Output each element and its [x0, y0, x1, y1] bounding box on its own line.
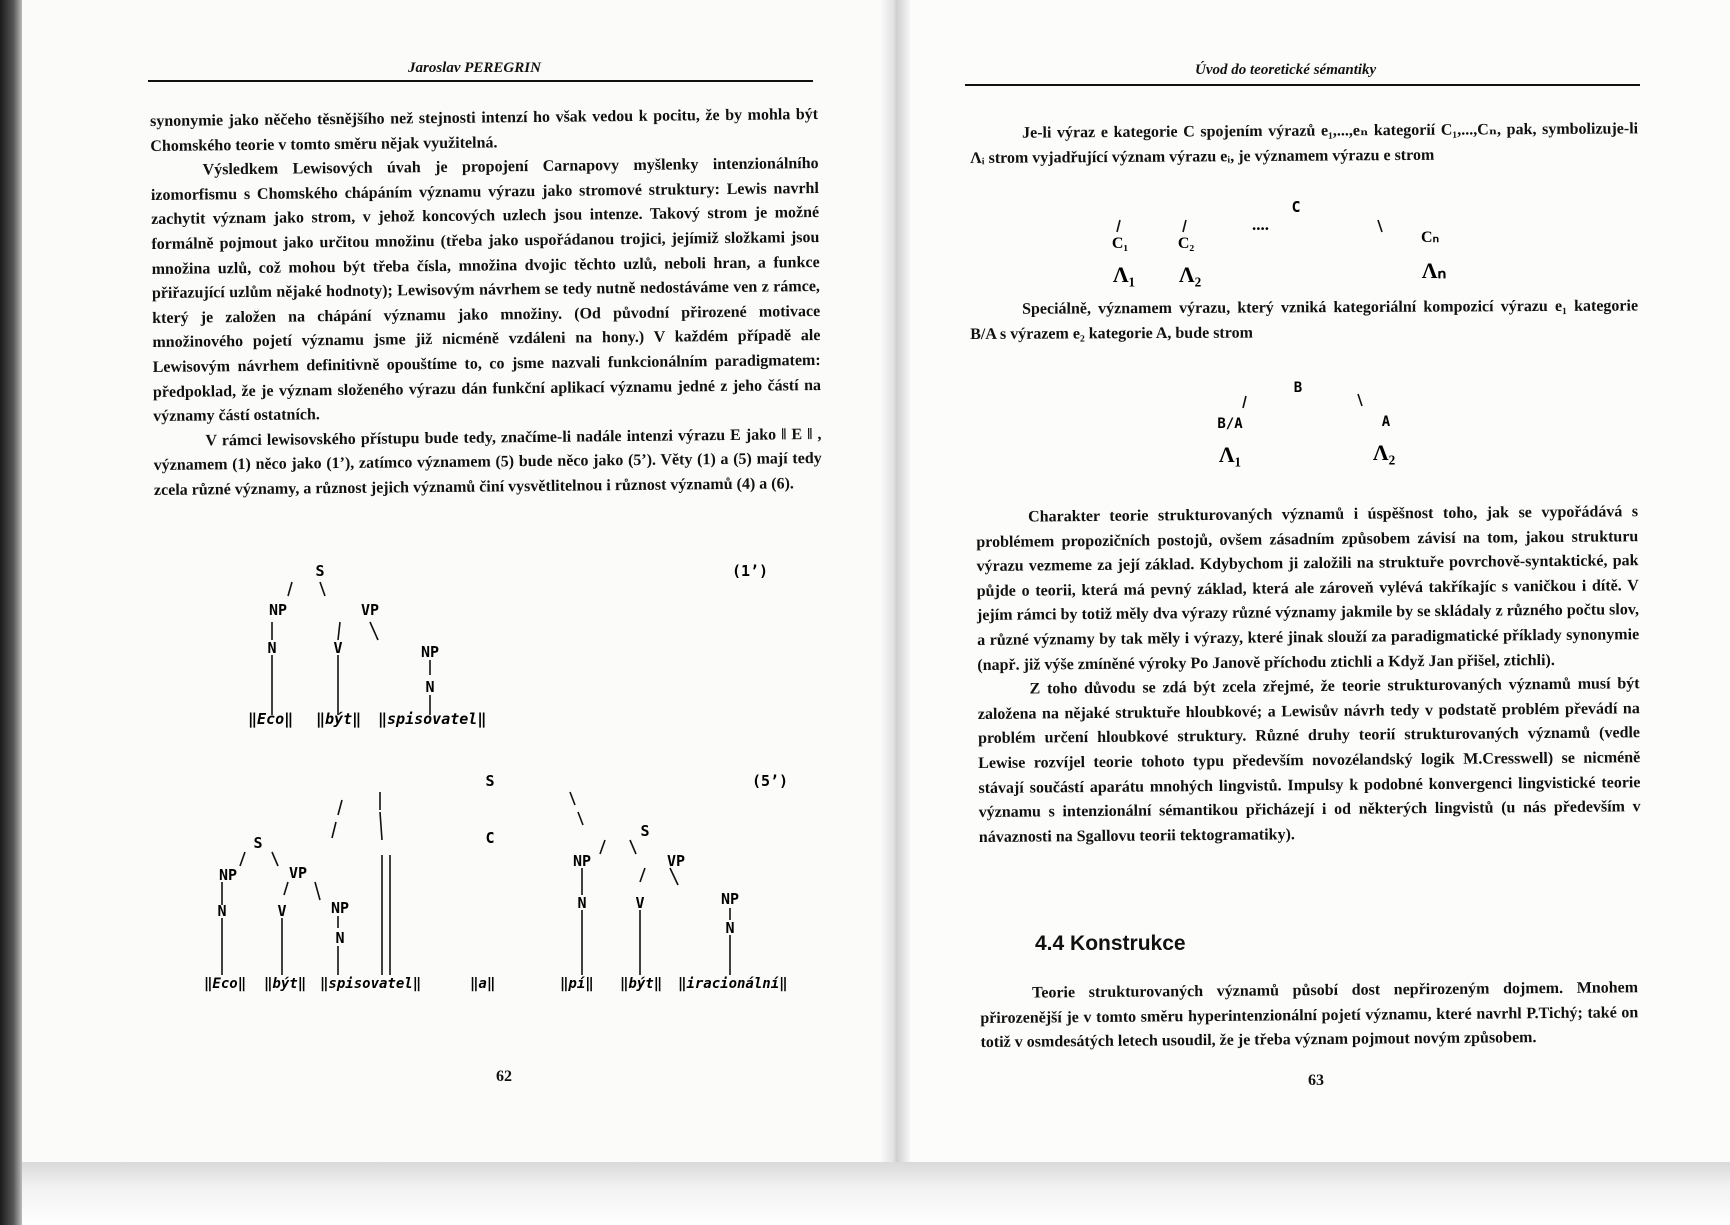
left-header-rule	[148, 80, 813, 82]
tree2-node: C	[485, 829, 495, 847]
scan-edge	[0, 0, 22, 1225]
right-text	[976, 500, 1641, 850]
tree2-node: N	[725, 919, 735, 937]
tree2-leaf: ‖spisovatel‖	[320, 976, 422, 992]
right-section-paragraph: Teorie strukturovaných významů působí dost nepřirozeným dojmem. Mnohem přirozenější je v tomto směru hyperintenzionální pojetí významu, které navrhl P.Tichý; také on totiž v osmdesátých letech usoudil, že je třeba význam pojmout novým způsobem.	[980, 979, 1639, 1052]
tree-b-lambda: Λ₁	[1218, 442, 1242, 467]
tree1-leaf: ‖Eco‖	[248, 710, 294, 728]
tree-general-lambda: Λₙ	[1421, 258, 1447, 283]
tree2-node: V	[635, 894, 645, 912]
tree2-node: N	[577, 894, 587, 912]
tree-b-root: B	[1293, 380, 1303, 396]
tree2-node: N	[335, 929, 345, 947]
left-running-head: Jaroslav PEREGRIN	[408, 60, 541, 76]
right-special: Speciálně, významem výrazu, který vzniká kategoriální kompozicí výrazu e₁ kategorie B/A s výrazem e₂ kategorie A, bude strom	[970, 297, 1639, 343]
tree-general-dots: ....	[1252, 215, 1269, 234]
tree2-leaf: ‖být‖	[620, 976, 663, 992]
tree2-leaf: ‖iracionální‖	[678, 976, 788, 992]
tree2-node: S	[485, 772, 495, 790]
tree2-node: VP	[666, 852, 686, 870]
tree2-node: NP	[572, 852, 592, 870]
left-paragraph-2: Výsledkem Lewisových úvah je propojení Carnapovy myšlenky intenzionálního izomorfismu s Chomského chápáním významu výrazu jako stromové struktury: Lewis navrhl zachytit význam jako strom, v jehož koncových uzlech jsou intenze. Takový strom je možné formálně pojmout jako určitou množinu (třeba jako uspořádanou trojici, jejímiž složkami jsou množina uzlů, což mohou být třeba čísla, množina dvojic těchto uzlů, neboli hran, a funkce přiřazující uzlům nějaké hodnoty); Lewisovým návrhem se tedy nutně nedostáváme ven z rámce, který je založen na chápání významu jako množiny. (Od původní přirozené motivace množinového pojetí významu jsme již nicméně vzdáleni na hony.) V každém případě ale Lewisovým návrhem definitivně opouštíme to, co jsme nazvali funkcionálním paradigmatem: předpoklad, že je význam složeného výrazu dán funkční aplikací významu jedné z jeho částí na významy částí ostatních.	[150, 155, 822, 426]
right-paragraph-2: Z toho důvodu se zdá být zcela zřejmé, že teorie strukturovaných významů musí být založena na nějaké struktuře hloubkové; a Lewisův návrh tedy v podstatě problém převádí na problém určení hloubkové struktury. Různé druhy teorií strukturovaných významů (vedle Lewise rozvíjel teorie tohoto typu především novozélandský logik M.Cresswell) se nicméně stávají součástí aparátu mnohých lingvistů. Impulsy k podobné konvergenci lingvistické teorie významu s intenzionální sémantikou přicházejí i od některých lingvistů (u nás především v návaznosti na Sgallovu teorii tektogramatiky).	[977, 675, 1641, 846]
tree2-node: N	[217, 902, 227, 920]
tree1-node: S	[315, 562, 325, 580]
tree1-label: (1’)	[731, 562, 769, 580]
tree-b-slash-a	[1200, 378, 1420, 473]
tree1-node: NP	[420, 643, 440, 661]
page-bottom-shadow	[22, 1162, 1730, 1225]
tree-general-lambda: Λ₁	[1112, 262, 1136, 287]
left-paragraph-1: synonymie jako něčeho těsnějšího než stejnosti intenzí ho však vedou k pocitu, že by mohla být Chomského teorie v tomto směru nějak využitelná.	[150, 106, 819, 155]
book-gutter	[880, 0, 910, 1162]
right-paragraph-1: Charakter teorie strukturovaných významů i úspěšnost toho, jak se vypořádává s problémem propozičních postojů, ovšem zásadním způsobem závisí na tom, jakou strukturu výrazu vezmeme za její základ. Kdybychom ji založili na struktuře povrchově-syntaktické, pak půjde o teorii, která má pevný základ, která ale zároveň vylévá takříkajíc s vaničkou i dítě. V jejím rámci by totiž měly dva výrazy různé významy jakmile by se skládaly z různého počtu slov, a různé významy by tak měly i výrazy, které jinak slouží za paradigmatické příklady synonymie (např. již výše zmíněné výroky Po Janově příchodu ztichli a Když Jan přišel, ztichli).	[976, 503, 1640, 674]
left-page-number: 62	[496, 1068, 512, 1085]
tree-b-child: A	[1381, 414, 1391, 430]
tree2-leaf: ‖Eco‖	[204, 976, 247, 992]
tree1-node: VP	[360, 601, 380, 619]
tree1-leaf: ‖spisovatel‖	[378, 710, 487, 728]
tree2-node: NP	[720, 890, 740, 908]
tree1-node: N	[267, 639, 277, 657]
tree1-node: NP	[268, 601, 288, 619]
tree-b-lambda: Λ₂	[1372, 440, 1396, 465]
left-text	[150, 103, 822, 503]
tree2-node: V	[277, 902, 287, 920]
right-header-rule	[965, 84, 1640, 86]
tree2-node: NP	[330, 899, 350, 917]
tree-general-child: Cₙ	[1421, 229, 1439, 246]
tree-general	[1100, 196, 1480, 296]
tree-general-child: C₂	[1177, 235, 1195, 252]
tree2-node: S	[253, 834, 263, 852]
tree2-node: VP	[288, 864, 308, 882]
tree-general-lambda: Λ₂	[1178, 262, 1202, 287]
tree-b-child: B/A	[1217, 416, 1243, 432]
right-intro: Je-li výraz e kategorie C spojením výrazů e₁,...,eₙ kategorií C₁,...,Cₙ, pak, symbolizuje-li Λᵢ strom vyjadřující význam výrazu eᵢ, je významem výrazu e strom	[970, 120, 1639, 167]
tree2-leaf: ‖být‖	[264, 976, 307, 992]
tree2-node: S	[640, 822, 650, 840]
tree2-leaf: ‖pí‖	[560, 976, 594, 992]
right-page-number: 63	[1308, 1072, 1324, 1089]
tree1-node: V	[333, 639, 343, 657]
section-heading: 4.4 Konstrukce	[1035, 932, 1186, 955]
tree-general-child: C₁	[1111, 235, 1129, 252]
left-paragraph-3: V rámci lewisovského přístupu bude tedy, značíme-li nadále intenzi výrazu E jako ‖ E ‖ , významem (1) něco jako (1’), zatímco významem (5) bude něco jako (5’). Věty (1) a (5) mají tedy zcela různé významy, a různost jejich významů činí vysvětlitelnou i různost významů (4) a (6).	[153, 425, 822, 499]
tree2-leaf: ‖a‖	[470, 976, 496, 992]
tree-1-prime	[230, 560, 790, 740]
tree-general-root: C	[1291, 198, 1301, 216]
tree1-node: N	[425, 678, 435, 696]
tree2-label: (5’)	[751, 772, 789, 790]
tree2-node: NP	[218, 866, 238, 884]
tree-5-prime	[190, 770, 830, 1000]
right-running-head: Úvod do teoretické sémantiky	[1195, 62, 1377, 78]
tree1-leaf: ‖být‖	[316, 710, 362, 728]
